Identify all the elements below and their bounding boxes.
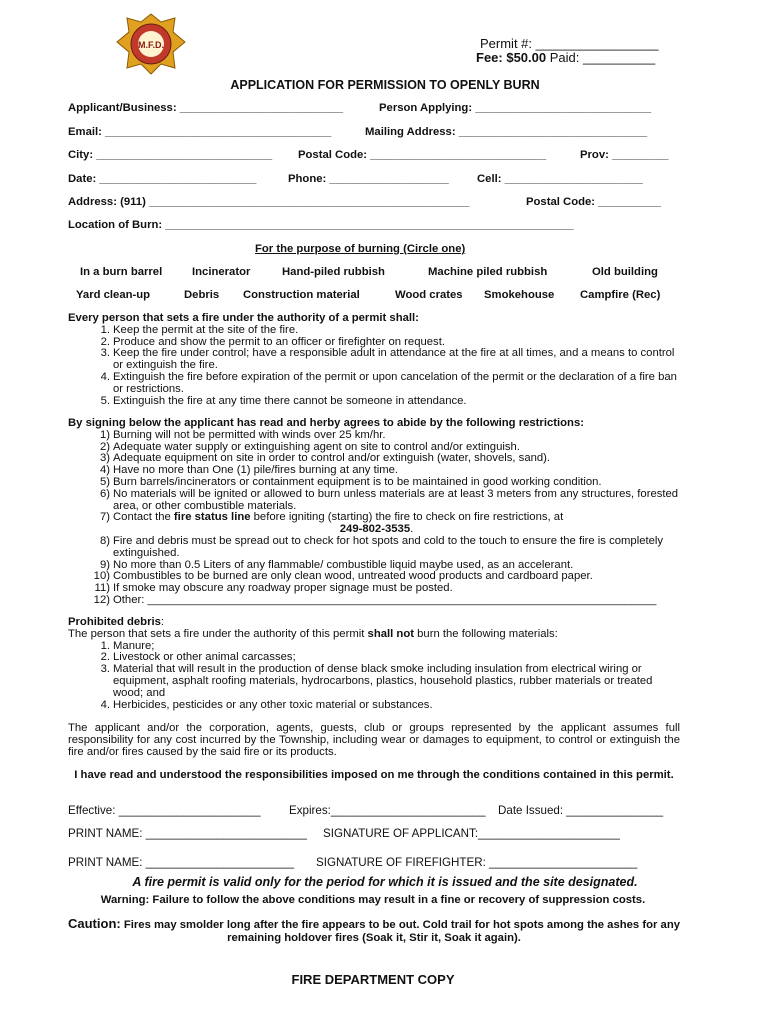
list-text: Adequate equipment on site in order to control and/or extinguish (water, shovels, sand). [113, 452, 551, 465]
list-text: Adequate water supply or extinguishing agent on site to control and/or extinguish. [113, 440, 520, 453]
purpose-option[interactable]: Smokehouse [484, 289, 555, 301]
fee-label: Fee: $50.00 [476, 50, 547, 65]
person-applying-field[interactable]: Person Applying: ____________________________ [379, 102, 652, 114]
purpose-option[interactable]: In a burn barrel [80, 266, 163, 278]
restriction-item [68, 489, 680, 513]
list-number: 1. [100, 639, 110, 652]
list-text: Extinguish the fire before expiration of the permit or upon cancelation of the permit or the declaration of a fire ban or restrictions. [113, 370, 677, 395]
list-text: Have no more than One (1) pile/fires burning at any time. [113, 464, 399, 477]
purpose-option[interactable]: Construction material [243, 289, 360, 301]
list-text: Fire and debris must be spread out to check for hot spots and cold to the touch to ensure the fire is completely extinguished. [113, 534, 664, 559]
prohibited-heading-colon: : [160, 616, 165, 628]
list-text: No materials will be ignited or allowed to burn unless materials are at least 3 meters from any structures, forested area, or other combustible materials. [113, 487, 679, 512]
list-number: 3) [99, 452, 110, 465]
purpose-row-2 [68, 289, 678, 305]
restrictions-heading: By signing below the applicant has read and herby agrees to abide by the following restrictions: [68, 417, 584, 429]
list-text: Contact the [113, 511, 174, 524]
fee-line [476, 50, 655, 65]
page-title: APPLICATION FOR PERMISSION TO OPENLY BURN [230, 78, 540, 92]
signature-applicant-field[interactable]: SIGNATURE OF APPLICANT:______________________ [323, 827, 620, 840]
list-number: 3. [100, 663, 110, 676]
signature-firefighter-field[interactable]: SIGNATURE OF FIREFIGHTER: _______________________ [316, 856, 638, 869]
fire-department-logo [113, 12, 189, 76]
restriction-item-fire-status [68, 512, 680, 536]
list-number: 3. [100, 347, 110, 360]
list-number: 6) [99, 487, 110, 500]
list-text: Keep the permit at the site of the fire. [113, 323, 299, 336]
date-field[interactable]: Date: _________________________ [68, 173, 257, 185]
list-text: No more than 0.5 Liters of any flammable/ combustible liquid maybe used, as an accelerant. [113, 558, 574, 571]
fire-status-phone[interactable]: 249-802-3535 [339, 523, 411, 536]
field-row-city [68, 149, 678, 165]
prohibited-intro-text: The person that sets a fire under the authority of this permit [68, 627, 368, 640]
list-text: If smoke may obscure any roadway proper signage must be posted. [113, 582, 453, 595]
caution-notice [68, 917, 680, 945]
purpose-option[interactable]: Incinerator [192, 266, 251, 278]
list-number: 1) [99, 428, 110, 441]
purpose-option[interactable]: Yard clean-up [76, 289, 151, 301]
list-number: 4. [100, 370, 110, 383]
warning-label: Warning: [100, 894, 150, 906]
purpose-option[interactable]: Debris [184, 289, 220, 301]
applicant-field[interactable]: Applicant/Business: __________________________ [68, 102, 344, 114]
prohibited-item [68, 700, 680, 712]
purpose-row-1 [68, 266, 678, 282]
list-text: . [410, 523, 414, 536]
field-row-applicant [68, 102, 678, 118]
cell-field[interactable]: Cell: ______________________ [477, 173, 643, 185]
expires-field[interactable]: Expires:________________________ [289, 804, 486, 817]
prohibited-item [68, 664, 680, 699]
fire-status-line: fire status line [173, 511, 251, 524]
effective-field[interactable]: Effective: ______________________ [68, 804, 261, 817]
list-number: 5) [99, 475, 110, 488]
list-number: 12) [93, 593, 110, 606]
list-number: 2) [99, 440, 110, 453]
prov-field[interactable]: Prov: _________ [580, 149, 669, 161]
email-field[interactable]: Email: ____________________________________ [68, 126, 332, 138]
list-text: Burning will not be permitted with winds over 25 km/hr. [113, 428, 386, 441]
validity-notice: A fire permit is valid only for the period for which it is issued and the site designated. [132, 875, 638, 889]
purpose-option[interactable]: Hand-piled rubbish [282, 266, 385, 278]
city-field[interactable]: City: ____________________________ [68, 149, 273, 161]
warning-notice [0, 894, 746, 906]
field-row-address [68, 196, 678, 212]
location-of-burn-field[interactable]: Location of Burn: _________________________________________________________________ [68, 219, 574, 231]
fire-department-copy: FIRE DEPARTMENT COPY [291, 972, 455, 987]
logo-text: M.F.D. [138, 40, 164, 50]
list-text: Other: _________________________________________________________________________________ [113, 593, 657, 606]
list-number: 5. [100, 394, 110, 407]
duty-item [68, 372, 680, 396]
list-number: 2. [100, 335, 110, 348]
duties-heading: Every person that sets a fire under the authority of a permit shall: [68, 312, 419, 324]
phone-field[interactable]: Phone: ___________________ [288, 173, 449, 185]
warning-text: Failure to follow the above conditions may result in a fine or recovery of suppression costs. [149, 894, 646, 906]
field-row-date [68, 173, 678, 189]
print-name-applicant-field[interactable]: PRINT NAME: _________________________ [68, 827, 307, 840]
list-text: Burn barrels/incinerators or containment equipment is to be maintained in good working condition. [113, 475, 602, 488]
list-text: Combustibles to be burned are only clean wood, untreated wood products and cardboard paper. [113, 570, 593, 583]
list-text: Manure; [113, 639, 155, 652]
list-number: 10) [93, 570, 110, 583]
restriction-item [68, 536, 680, 560]
list-number: 4. [100, 698, 110, 711]
list-text: before igniting (starting) the fire to check on fire restrictions, at [250, 511, 564, 524]
caution-label: Caution: [68, 916, 121, 931]
list-number: 2. [100, 651, 110, 664]
applicant-signature-row [68, 827, 678, 843]
mailing-address-field[interactable]: Mailing Address: ______________________________ [365, 126, 648, 138]
list-text: Keep the fire under control; have a responsible adult in attendance at the fire at all times, and a means to control or extinguish the fire. [113, 347, 675, 372]
liability-paragraph: The applicant and/or the corporation, agents, guests, club or groups represented by the applicant assumes full responsibility for any cost incurred by the Township, including wear or damages to equipment, to control or extinguish the fire and/or fires caused by the said fire or its products. [68, 722, 680, 758]
list-text: Material that will result in the production of dense black smoke including insulation from electrical wiring or equipment, asphalt roofing materials, hydrocarbons, plastics, household plastics, rubber materials or treated wood; and [113, 663, 653, 699]
duty-item [68, 396, 680, 408]
address-field[interactable]: Address: (911) ___________________________________________________ [68, 196, 470, 208]
date-issued-field[interactable]: Date Issued: _______________ [498, 804, 664, 817]
duty-item [68, 348, 680, 372]
list-number: 4) [99, 464, 110, 477]
field-row-email [68, 126, 678, 142]
dates-row [68, 804, 678, 820]
field-row-location [68, 219, 678, 235]
prohibited-intro [68, 629, 680, 641]
list-number: 7) [99, 511, 110, 524]
shall-not: shall not [367, 627, 414, 640]
list-text: Extinguish the fire at any time there cannot be someone in attendance. [113, 394, 467, 407]
prohibited-intro-text-end: burn the following materials: [413, 627, 558, 640]
list-number: 9) [99, 558, 110, 571]
purpose-option[interactable]: Machine piled rubbish [428, 266, 548, 278]
purpose-heading: For the purpose of burning (Circle one) [255, 243, 466, 255]
restrictions-section [68, 418, 680, 607]
caution-text: Fires may smolder long after the fire appears to be out. Cold trail for hot spots among the ashes for any remaining holdover fires (Soak it, Stir it, Soak it again). [120, 919, 681, 944]
prohibited-section [68, 617, 680, 711]
list-number: 8) [99, 534, 110, 547]
print-name-firefighter-field[interactable]: PRINT NAME: _______________________ [68, 856, 295, 869]
firefighter-signature-row [68, 856, 678, 872]
restriction-item [68, 595, 680, 607]
list-text: Herbicides, pesticides or any other toxic material or substances. [113, 698, 433, 711]
prohibited-heading: Prohibited debris [68, 616, 161, 628]
purpose-option[interactable]: Campfire (Rec) [580, 289, 661, 301]
list-number: 11) [94, 582, 110, 595]
paid-field: Paid: __________ [546, 50, 656, 65]
address-postal-code-field[interactable]: Postal Code: __________ [526, 196, 662, 208]
purpose-option[interactable]: Wood crates [395, 289, 463, 301]
acknowledge-statement: I have read and understood the responsibilities imposed on me through the conditions contained in this permit. [74, 769, 674, 781]
purpose-option[interactable]: Old building [592, 266, 658, 278]
duties-section [68, 313, 680, 407]
list-number: 1. [100, 323, 110, 336]
list-text: Produce and show the permit to an officer or firefighter on request. [113, 335, 445, 348]
list-text: Livestock or other animal carcasses; [113, 651, 296, 664]
postal-code-field[interactable]: Postal Code: ____________________________ [298, 149, 547, 161]
permit-number: Permit #: _________________ [480, 36, 659, 51]
